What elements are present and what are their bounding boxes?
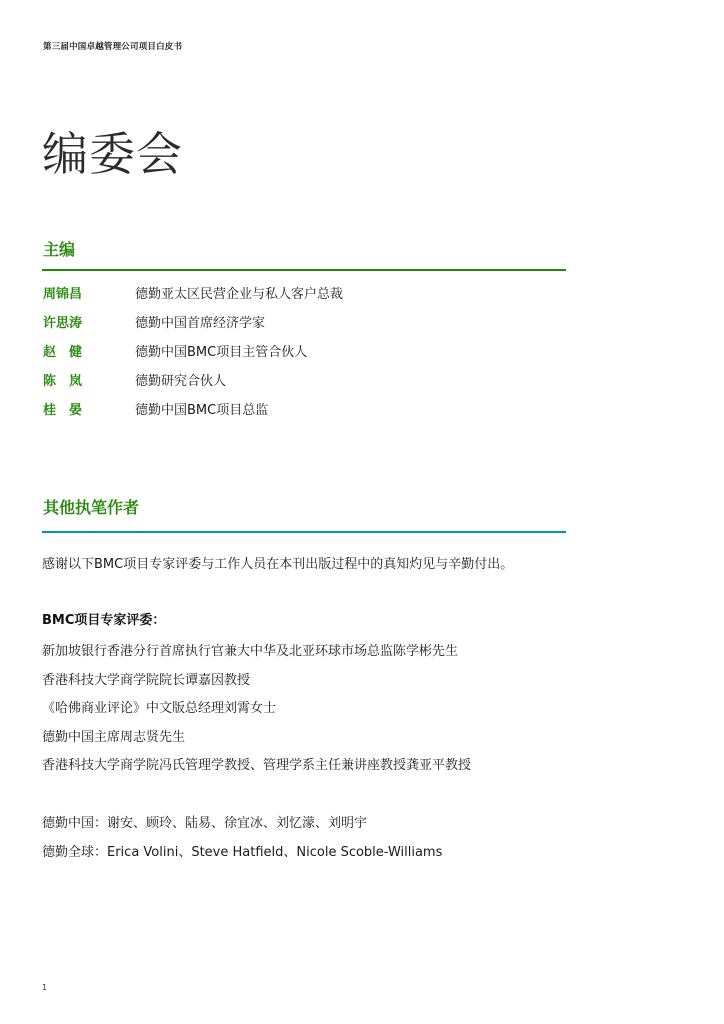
contributor-list [42,812,442,869]
editor-name: 许思涛 [43,316,83,331]
editors-divider [42,269,566,271]
page-number: 1 [42,983,48,992]
editor-row [43,283,563,312]
editor-role: 德勤中国BMC项目总监 [135,403,269,418]
list-item: 《哈佛商业评论》中文版总经理刘霄女士 [42,701,277,716]
editor-role: 德勤中国首席经济学家 [135,316,266,331]
list-item: 香港科技大学商学院院长谭嘉因教授 [42,672,251,688]
list-item: 德勤中国主席周志贤先生 [42,729,186,745]
acknowledgement-intro: 感谢以下BMC项目专家评委与工作人员在本刊出版过程中的真知灼见与辛勤付出。 [42,557,514,572]
editor-list [43,283,563,428]
editor-row [43,399,563,428]
list-item: 香港科技大学商学院冯氏管理学教授、管理学系主任兼讲座教授龚亚平教授 [42,758,472,773]
list-item: 德勤全球：Erica Volini、Steve Hatfield、Nicole Scoble-Williams [42,844,443,860]
expert-list [42,640,471,783]
editor-role: 德勤中国BMC项目主管合伙人 [135,345,308,360]
editor-name: 赵 健 [43,345,83,360]
editor-name: 桂 晏 [43,403,83,418]
page-title: 编委会 [42,126,183,181]
list-item: 新加坡银行香港分行首席执行官兼大中华及北亚环球市场总监陈学彬先生 [42,644,459,659]
editor-name: 周锦昌 [43,287,83,302]
editor-row [43,370,563,399]
contributors-divider [42,531,566,533]
header-note: 第三届中国卓越管理公司项目白皮书 [43,42,183,52]
experts-label: BMC项目专家评委： [42,613,166,628]
contributors-heading: 其他执笔作者 [43,498,140,517]
editor-role: 德勤亚太区民营企业与私人客户总裁 [135,287,344,302]
editors-heading: 主编 [43,240,76,259]
list-item: 德勤中国：谢安、顾玲、陆易、徐宜冰、刘忆濛、刘明宇 [42,816,368,831]
editor-name: 陈 岚 [43,374,83,389]
editor-role: 德勤研究合伙人 [135,374,227,389]
editor-row [43,312,563,341]
editor-row [43,341,563,370]
